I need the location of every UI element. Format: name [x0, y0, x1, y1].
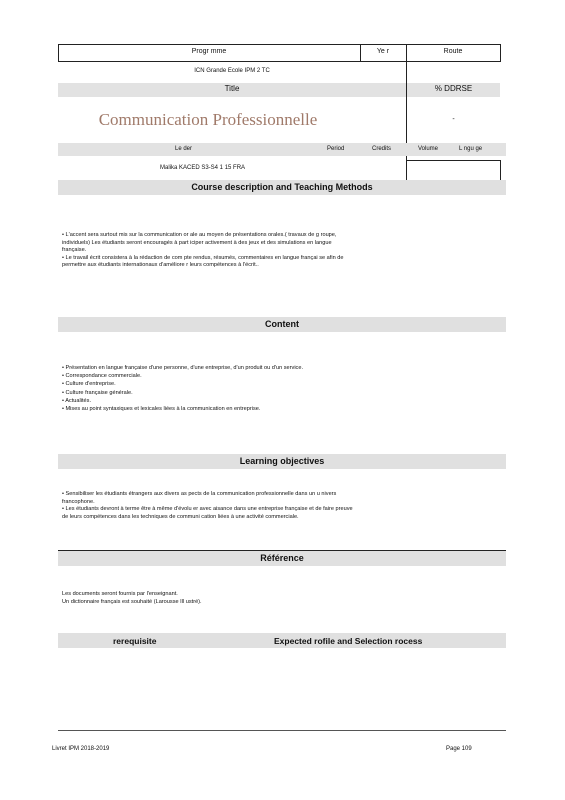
course-description-text: [62, 232, 494, 270]
section-heading-learning-objectives: Learning objectives: [58, 454, 506, 469]
course-title: Communication Professionnelle: [98, 110, 318, 129]
paragraph-line: permettre aux étudiants internationaux d'améliore r leurs compétences à l'écrit..: [62, 262, 259, 269]
footer-booklet-label: Livret IPM 2018-2019: [52, 746, 110, 752]
section-heading-course-description: Course description and Teaching Methods: [58, 180, 506, 195]
section-heading-reference: Référence: [58, 551, 506, 566]
content-text: [62, 364, 494, 413]
paragraph-line: • Les étudiants devront à terme être à même d'évolu er avec aisance dans une entreprise française et de faire preuve: [62, 506, 353, 513]
programme-label: Progr mme: [191, 48, 227, 55]
programme-value: ICN Grande Ecole IPM 2 TC: [194, 68, 270, 74]
section-heading-content: Content: [58, 317, 506, 332]
route-label: Route: [443, 48, 463, 55]
paragraph-line: de leurs compétences dans les techniques de communi cation liées à une activité commerciale.: [62, 513, 299, 520]
paragraph-line: francophone.: [62, 498, 95, 505]
leader-value: Malika KACED S3-S4 1 15 FRA: [160, 165, 246, 171]
list-item: • Mises au point syntaxiques et lexicales liées à la communication en entreprise.: [62, 406, 261, 413]
ddrse-value: -: [452, 116, 455, 123]
list-item: • Culture française générale.: [62, 389, 133, 396]
leader-label: Le der: [175, 146, 193, 152]
paragraph-line: • Le travail écrit consistera à la rédaction de com pte rendus, résumés, commentaires en langue françai se afin de: [62, 254, 344, 261]
learning-objectives-text: [62, 491, 494, 521]
ddrse-label: % DDRSE: [434, 84, 473, 93]
list-item: • Correspondance commerciale.: [62, 373, 142, 380]
page-number: Page 109: [446, 746, 472, 752]
paragraph-line: individuels) Les étudiants seront encouragés à part iciper activement à des jeux et des simulations en langue: [62, 239, 332, 246]
period-label: Period: [327, 146, 345, 152]
paragraph-line: Un dictionnaire français est souhaité (Larousse Ill ustré).: [62, 598, 202, 605]
paragraph-line: française.: [62, 247, 87, 254]
list-item: • Présentation en langue française d'une personne, d'une entreprise, d'un produit ou d'un service.: [62, 365, 304, 371]
paragraph-line: • Sensibiliser les étudiants étrangers aux divers as pects de la communication professionnelle dans un u nivers: [62, 491, 337, 497]
credits-label: Credits: [372, 146, 392, 152]
language-label: L ngu ge: [459, 146, 483, 152]
list-item: • Actualités.: [62, 397, 92, 404]
paragraph-line: Les documents seront fournis par l'enseignant.: [62, 591, 178, 597]
prerequisite-heading: rerequisite: [113, 636, 157, 646]
reference-text: [62, 591, 494, 606]
list-item: • Culture d'entreprise.: [62, 381, 116, 388]
paragraph-line: • L'accent sera surtout mis sur la communication or ale au moyen de présentations orales.( travaux de g roupe,: [62, 232, 337, 238]
year-label: Ye r: [376, 48, 390, 55]
expected-profile-heading: Expected rofile and Selection rocess: [274, 636, 423, 646]
title-label: Title: [224, 84, 240, 93]
volume-label: Volume: [418, 146, 439, 152]
